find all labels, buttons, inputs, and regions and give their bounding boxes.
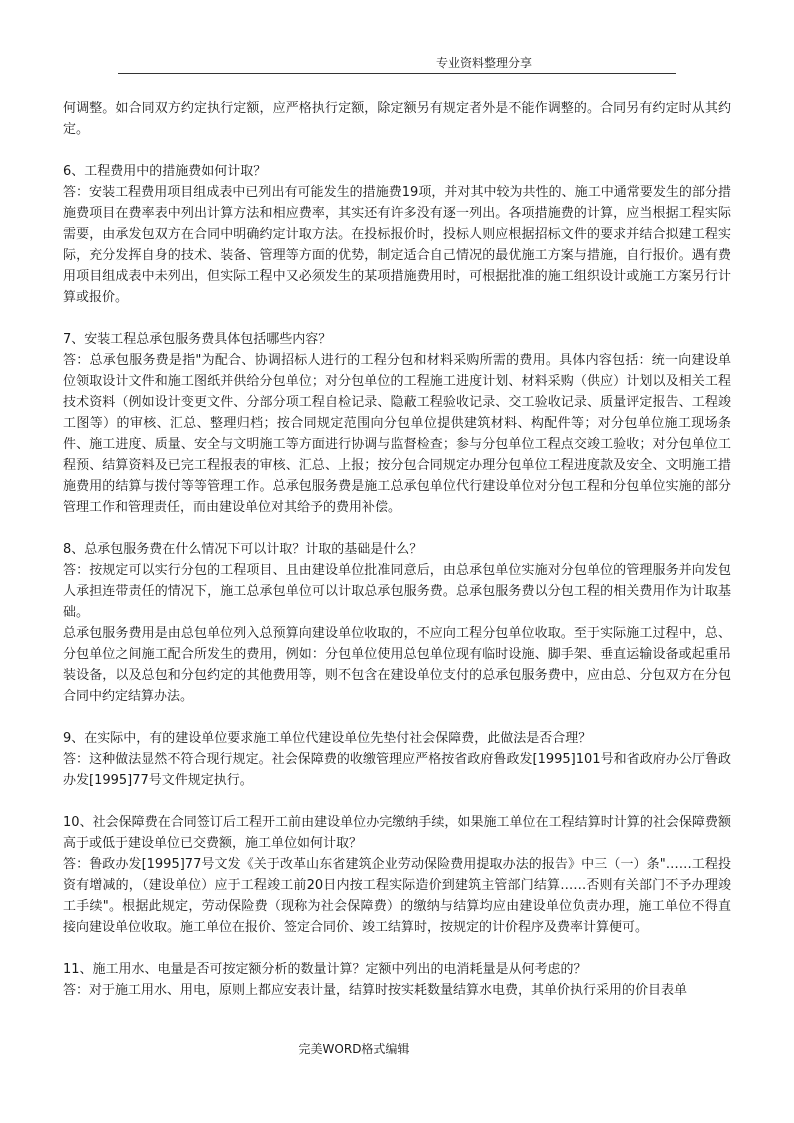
answer-paragraph: 答：鲁政办发[1995]77号文发《关于改革山东省建筑企业劳动保险费用提取办法的报告》中三（一）条"……工程投资有增减的，（建设单位）应于工程竣工前20日内按工程实际造价到建筑主管部门结算……否则有关部门不予办理竣工手续"。根据此规定，劳动保险费（现称为社会保障费）的缴纳与结算均应由建设单位负责办理，施工单位不得直接向建设单位收取。施工单位在报价、签定合同价、竣工结算时，按规定的计价程序及费率计算便可。 [63,857,731,935]
page-header [0,56,794,76]
section-q10 [63,812,731,938]
section-q8 [63,539,731,707]
question-heading: 9、在实际中，有的建设单位要求施工单位代建设单位先垫付社会保障费，此做法是否合理？ [63,731,592,746]
answer-paragraph: 答：这种做法显然不符合现行规定。社会保障费的收缴管理应严格按省政府鲁政发[1995]101号和省政府办公厅鲁政办发[1995]77号文件规定执行。 [63,752,731,788]
question-heading: 10、社会保障费在合同签订后工程开工前由建设单位办完缴纳手续，如果施工单位在工程结算时计算的社会保障费额高于或低于建设单位已交费额，施工单位如何计取？ [63,815,731,851]
question-heading: 6、工程费用中的措施费如何计取？ [63,164,267,179]
answer-paragraph: 答：总承包服务费是指"为配合、协调招标人进行的工程分包和材料采购所需的费用。具体内容包括：统一向建设单位领取设计文件和施工图纸并供给分包单位；对分包单位的工程施工进度计划、材料采购（供应）计划以及相关工程技术资料（例如设计变更文件、分部分项工程自检记录、隐蔽工程验收记录、交工验收记录、质量评定报告、工程竣工图等）的审核、汇总、整理归档；按合同规定范围向分包单位提供建筑材料、构配件等；对分包单位施工现场条件、施工进度、质量、安全与文明施工等方面进行协调与监督检查；参与分包单位工程点交竣工验收；对分包单位工程预、结算资料及已完工程报表的审核、汇总、上报；按分包合同规定办理分包单位工程进度款及安全、文明施工措施费用的结算与拨付等等管理工作。总承包服务费是施工总承包单位代行建设单位对分包工程和分包单位实施的部分管理工作和管理责任，而由建设单位对其给予的费用补偿。 [63,353,731,515]
section-q7 [63,329,731,518]
answer-paragraph: 答：对于施工用水、用电，原则上都应安表计量，结算时按实耗数量结算水电费，其单价执行采用的价目表单 [63,983,688,998]
section-q9 [63,728,731,791]
page-footer [0,1042,794,1056]
question-heading: 8、总承包服务费在什么情况下可以计取？计取的基础是什么？ [63,542,423,557]
answer-paragraph: 答：安装工程费用项目组成表中已列出有可能发生的措施费19项，并对其中较为共性的、施工中通常要发生的部分措施费项目在费率表中列出计算方法和相应费率，其实还有许多没有逐一列出。各项措施费的计算，应当根据工程实际需要，由承发包双方在合同中明确约定计取方法。在投标报价时，投标人则应根据招标文件的要求并结合拟建工程实际，充分发挥自身的技术、装备、管理等方面的优势，制定适合自己情况的最优施工方案与措施，自行报价。遇有费用项目组成表中未列出，但实际工程中又必须发生的某项措施费用时，可根据批准的施工组织设计或施工方案另行计算或报价。 [63,185,731,305]
answer-paragraph: 总承包服务费用是由总包单位列入总预算向建设单位收取的，不应向工程分包单位收取。至于实际施工过程中，总、分包单位之间施工配合所发生的费用，例如：分包单位使用总包单位现有临时设施、脚手架、垂直运输设备或起重吊装设备，以及总包和分包约定的其他费用等，则不包含在建设单位支付的总承包服务费中，应由总、分包双方在分包合同中约定结算办法。 [63,626,731,704]
paragraph: 何调整。如合同双方约定执行定额，应严格执行定额，除定额另有规定者外是不能作调整的。合同另有约定时从其约定。 [63,101,731,137]
question-heading: 11、施工用水、电量是否可按定额分析的数量计算？定额中列出的电消耗量是从何考虑的？ [63,962,587,977]
header-title: 专业资料整理分享 [436,56,533,70]
question-heading: 7、安装工程总承包服务费具体包括哪些内容？ [63,332,332,347]
section-q6 [63,161,731,308]
section-q11 [63,959,731,1001]
section-continuation [63,98,731,140]
answer-paragraph: 答：按规定可以实行分包的工程项目、且由建设单位批准同意后，由总承包单位实施对分包单位的管理服务并向发包人承担连带责任的情况下，施工总承包单位可以计取总承包服务费。总承包服务费以分包工程的相关费用作为计取基础。 [63,563,731,620]
document-body [63,98,731,1001]
header-divider [118,73,676,74]
footer-text: 完美WORD格式编辑 [298,1042,410,1056]
